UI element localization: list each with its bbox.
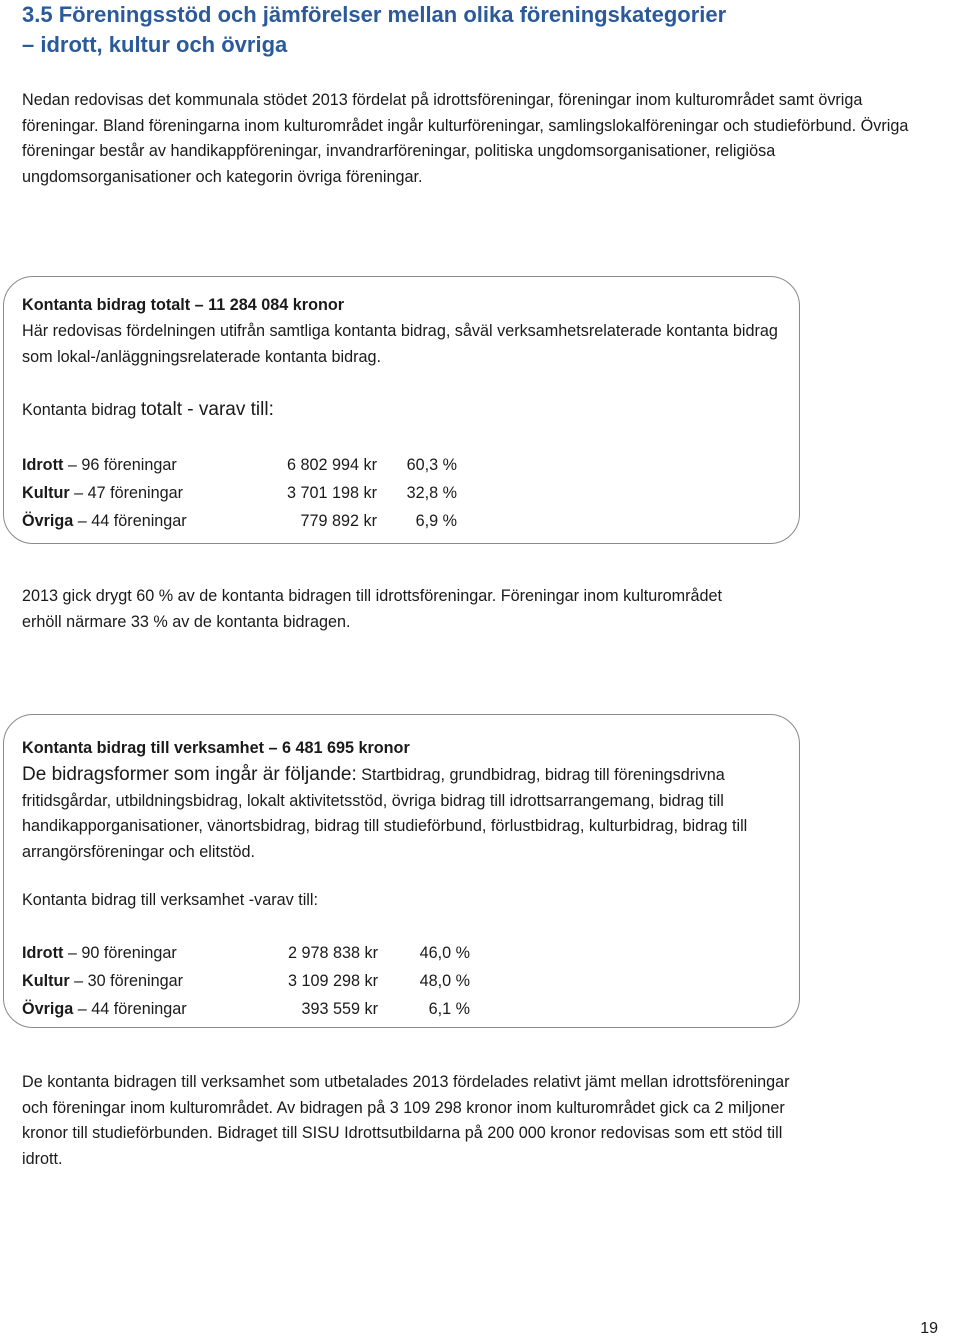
box2-title: Kontanta bidrag till verksamhet – 6 481 695 kronor [22,739,410,757]
intro-paragraph: Nedan redovisas det kommunala stödet 2013 fördelat på idrottsföreningar, föreningar inom kulturområdet samt övriga föreningar. Bland föreningarna inom kulturområdet ingår kulturföreningar, samlingslokalföreningar och studieförbund. Övriga föreningar består av handikappföreningar, invandrarföreningar, politiska ungdomsorganisationer, religiösa ungdomsorganisationer och kategorin övriga föreningar. [22,91,909,186]
amount-cell: 2 978 838 kr [288,944,378,962]
category-label: Kultur [22,484,70,502]
table-row [22,968,482,994]
table-row [22,480,482,506]
box1-text: Här redovisas fördelningen utifrån samtliga kontanta bidrag, såväl verksamhetsrelaterade kontanta bidrag som lokal-/anläggningsrelaterade kontanta bidrag. [22,322,778,366]
category-label: Övriga [22,1000,74,1018]
category-label: Idrott [22,456,64,474]
association-count: – 90 föreningar [63,944,177,962]
summary-paragraph-2: De kontanta bidragen till verksamhet som utbetalades 2013 fördelades relativt jämt mellan idrottsföreningar och föreningar inom kulturområdet. Av bidragen på 3 109 298 kronor inom kulturområdet gick ca 2 miljoner kronor till studieförbunden. Bidraget till SISU Idrottsutbildarna på 200 000 kronor redovisas som ett stöd till idrott. [22,1073,790,1168]
box2-grant-types: Startbidrag, grundbidrag, bidrag till föreningsdrivna fritidsgårdar, utbildningsbidrag, lokalt aktivitetsstöd, övriga bidrag till idrottsarrangemang, bidrag till handikapporganisationer, vänortsbidrag, bidrag till studieförbund, förlustbidrag, kulturbidrag, bidrag till arrangörsföreningar och elitstöd. [22,766,748,861]
amount-cell: 393 559 kr [301,1000,378,1018]
box1-subhead [22,397,274,424]
percent-cell: 60,3 % [406,456,457,474]
association-count: – 44 föreningar [73,1000,187,1018]
category-label: Idrott [22,944,64,962]
table-row [22,452,482,478]
percent-cell: 48,0 % [419,972,470,990]
section-heading [22,0,726,60]
page-number: 19 [920,1320,938,1337]
table-row [22,940,482,966]
box1-subhead-a: Kontanta bidrag [22,401,141,419]
section-heading-line2: – idrott, kultur och övriga [22,32,288,57]
amount-cell: 779 892 kr [300,512,377,530]
table-row [22,508,482,534]
amount-cell: 6 802 994 kr [287,456,377,474]
section-heading-line1: 3.5 Föreningsstöd och jämförelser mellan olika föreningskategorier [22,2,727,27]
amount-cell: 3 109 298 kr [288,972,378,990]
box2-subhead: Kontanta bidrag till verksamhet -varav till: [22,891,318,909]
category-label: Övriga [22,512,74,530]
percent-cell: 6,1 % [428,1000,470,1018]
association-count: – 96 föreningar [63,456,177,474]
association-count: – 47 föreningar [69,484,184,502]
table-row [22,996,482,1022]
percent-cell: 46,0 % [419,944,470,962]
summary-paragraph-1: 2013 gick drygt 60 % av de kontanta bidragen till idrottsföreningar. Föreningar inom kulturområdet erhöll närmare 33 % av de kontanta bidragen. [22,587,723,631]
association-count: – 44 föreningar [73,512,187,530]
box1-subhead-b: totalt - varav till: [140,399,274,420]
box2-lead: De bidragsformer som ingår är följande: [22,764,357,785]
percent-cell: 32,8 % [406,484,457,502]
percent-cell: 6,9 % [415,512,457,530]
box1-title: Kontanta bidrag totalt – 11 284 084 kronor [22,296,345,314]
category-label: Kultur [22,972,70,990]
association-count: – 30 föreningar [69,972,184,990]
amount-cell: 3 701 198 kr [287,484,377,502]
box2-text [22,762,762,865]
